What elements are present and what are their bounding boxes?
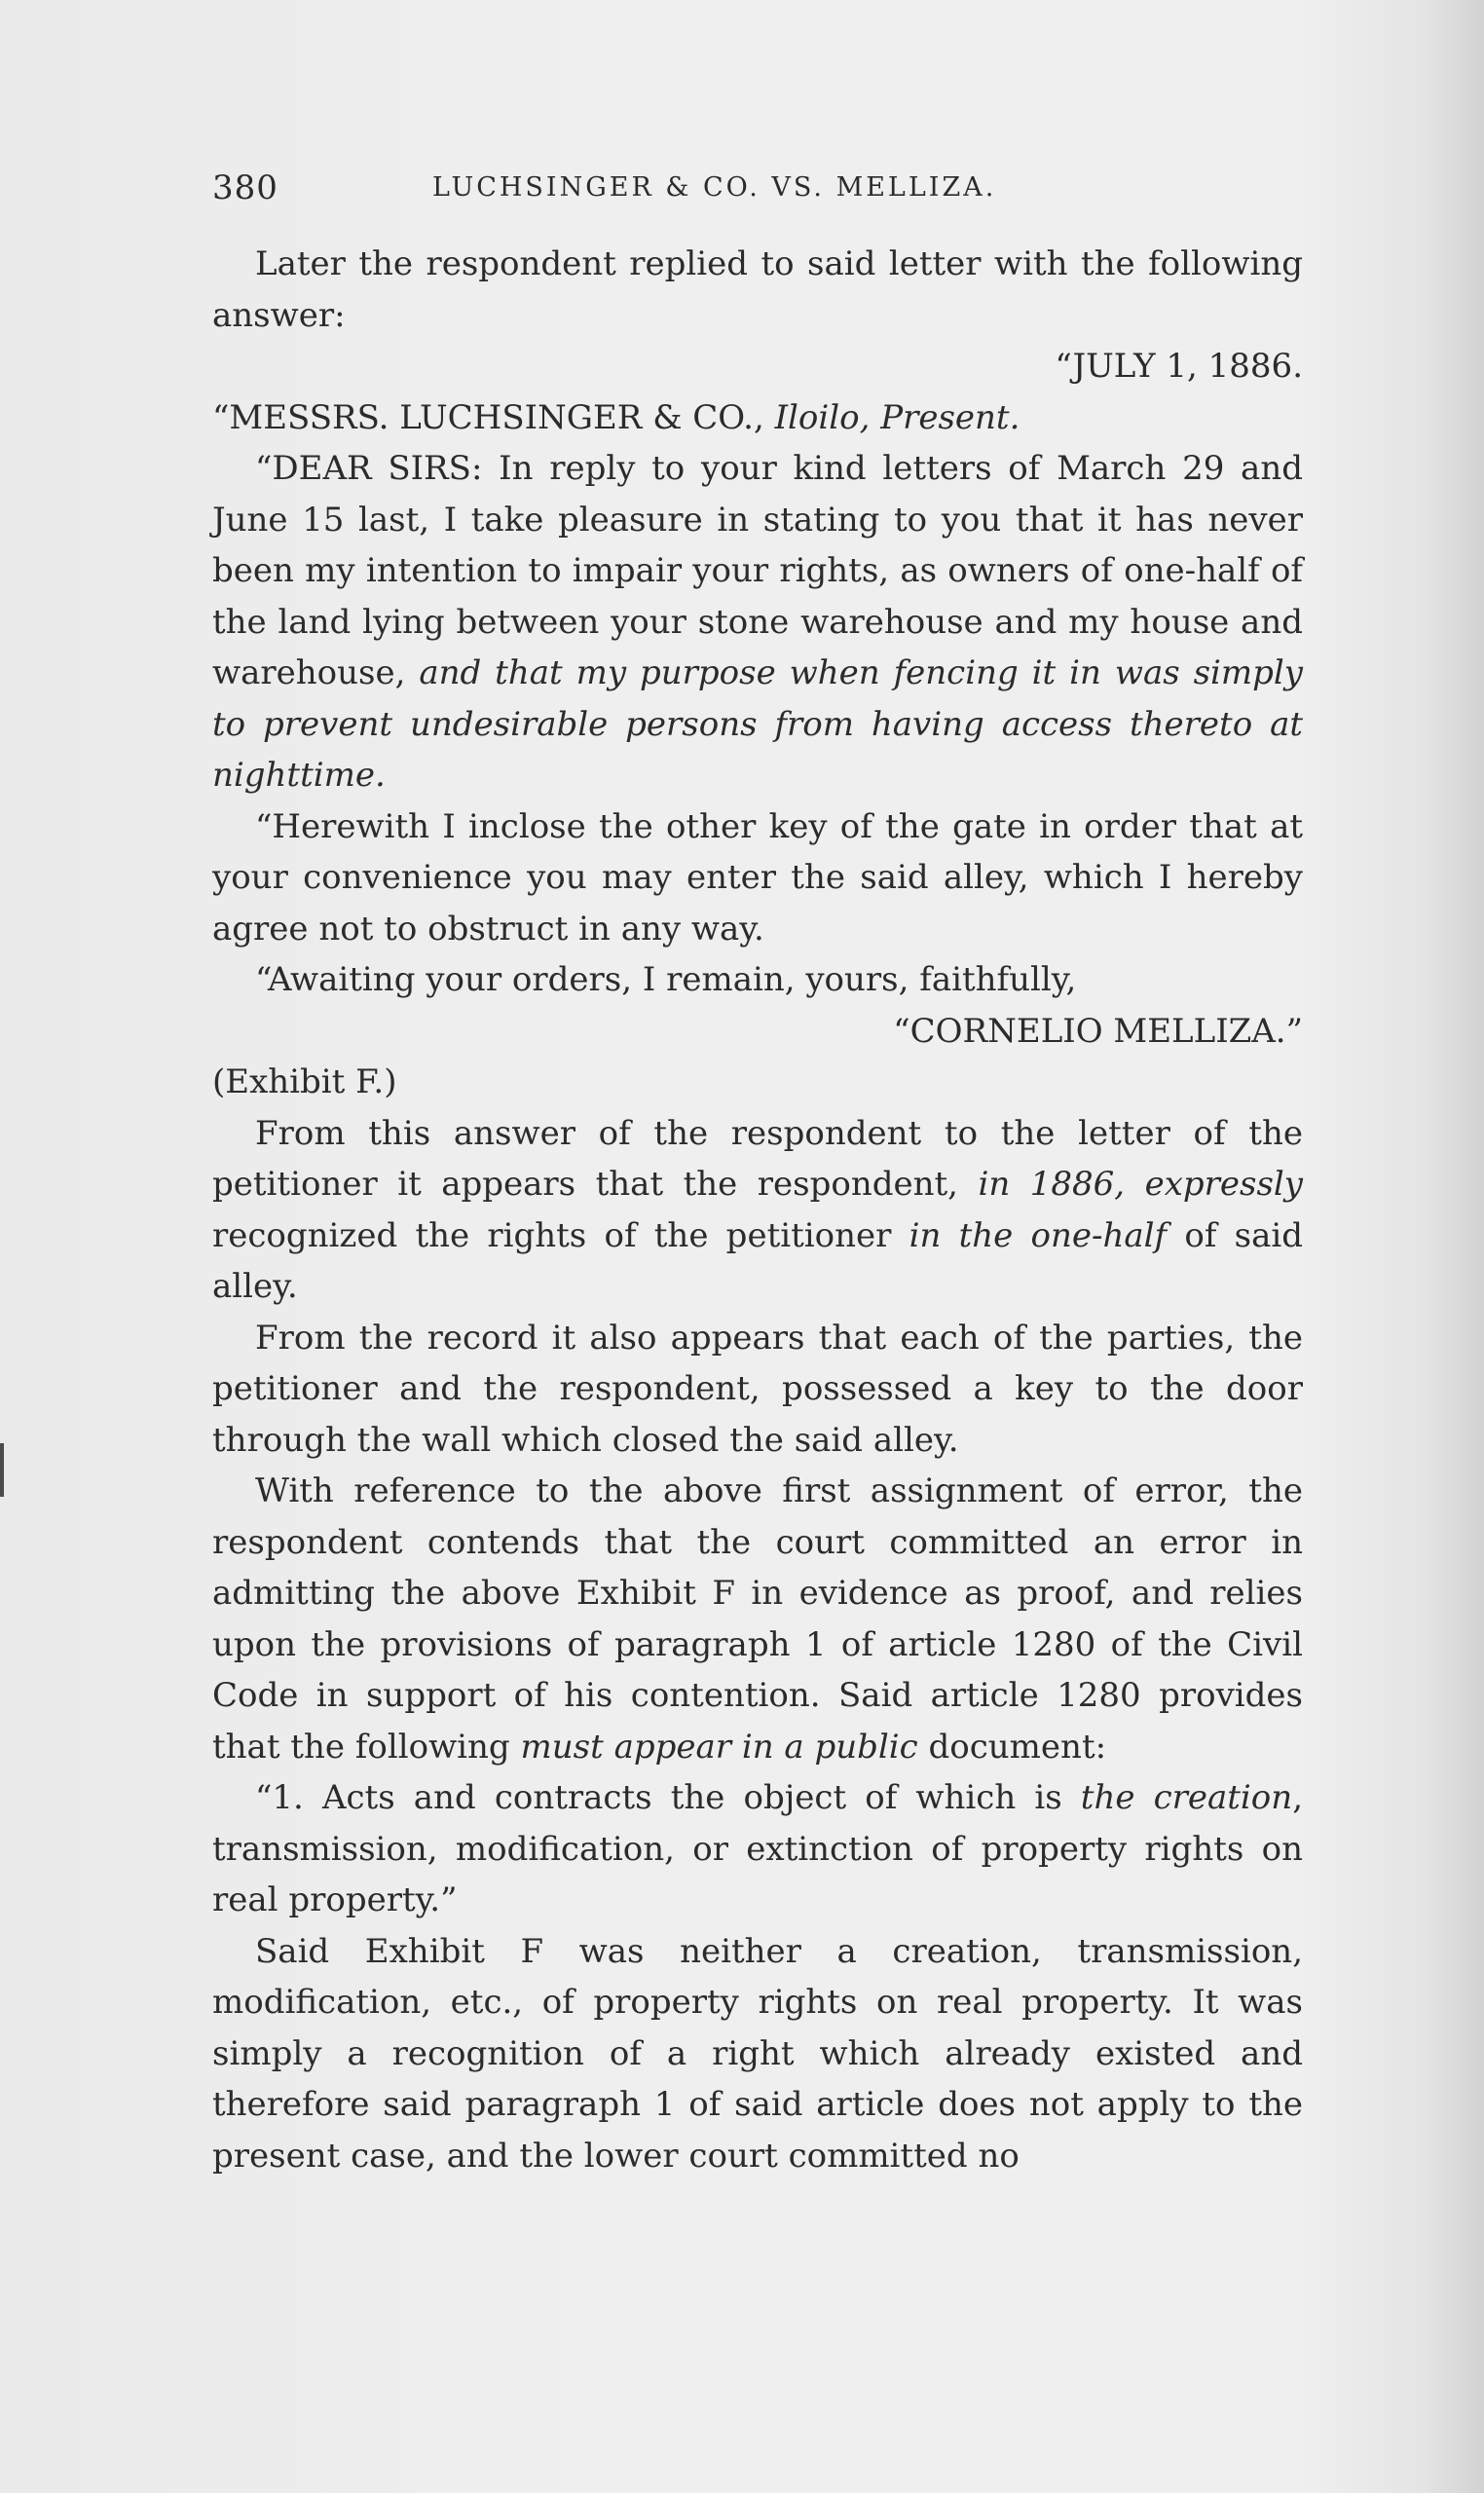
exhibit-label: (Exhibit F.) (212, 1062, 397, 1101)
page-header (212, 164, 1303, 212)
page-edge-mark (0, 1443, 4, 1497)
paragraph-record: From the record it also appears that each of the parties, the petitioner and the respondent, possessed a key to the door through the wall which closed the said alley. (212, 1318, 1303, 1460)
running-head: LUCHSINGER & CO. VS. MELLIZA. (432, 172, 997, 203)
paragraph-intro: Later the respondent replied to said letter with the following answer: (212, 244, 1303, 335)
paragraph-answer-italic-1: in 1886, expressly (978, 1165, 1303, 1204)
quoted-provision (212, 1772, 1303, 1926)
page-number: 380 (212, 168, 278, 207)
letter-paragraph-1-italic: and that my purpose when fencing it in was simply to prevent undesirable persons from having access thereto at nighttime. (212, 653, 1303, 795)
letter-address (212, 392, 1303, 444)
page-body (212, 239, 1303, 2181)
paragraph-answer-italic-2: in the one-half (909, 1215, 1168, 1255)
letter-recipient: “MESSRS. LUCHSINGER & CO., (212, 397, 775, 437)
letter-paragraph-1 (212, 443, 1303, 801)
paragraph-assignment-text-2: document: (917, 1727, 1107, 1767)
letter-signature: “CORNELIO MELLIZA.” (893, 1011, 1303, 1051)
paragraph-answer-text-3: of said alley. (212, 1215, 1303, 1306)
letter-paragraph-2: “Herewith I inclose the other key of the gate in order that at your convenience you may enter the said alley, which I hereby agree not to obstruct in any way. (212, 806, 1303, 949)
letter-location: Iloilo, Present. (774, 397, 1020, 437)
letter-paragraph-1-text: In reply to your kind letters of March 29 and June 15 last, I take pleasure in stating to you that it has never been my intention to impair your rights, as owners of one-half of the land lying between your stone warehouse and my house and warehouse, (212, 449, 1303, 692)
paragraph-answer (212, 1108, 1303, 1313)
quoted-provision-italic: the creation (1080, 1778, 1293, 1817)
paragraph-assignment-text-1: With reference to the above first assignment of error, the respondent contends that the court committed an error in admitting the above Exhibit F in evidence as proof, and relies upon the provisions of paragraph 1 of article 1280 of the Civil Code in support of his contention. Said article 1280 provides that the following (212, 1471, 1303, 1767)
salutation: “DEAR SIRS: (255, 449, 483, 488)
letter-closing: “Awaiting your orders, I remain, yours, faithfully, (255, 960, 1077, 999)
paragraph-conclusion: Said Exhibit F was neither a creation, transmission, modification, etc., of property rights on real property. It was simply a recognition of a right which already existed and therefore said paragraph 1 of said article does not apply to the present case, and the lower court committed no (212, 1931, 1303, 2176)
paragraph-assignment-italic: must appear in a public (520, 1727, 918, 1767)
quoted-provision-text-2: , transmission, modification, or extinction of property rights on real property.” (212, 1778, 1303, 1919)
paragraph-answer-text-1: From this answer of the respondent to the letter of the petitioner it appears that the respondent, (212, 1113, 1303, 1204)
quoted-provision-text-1: “1. Acts and contracts the object of which is (255, 1778, 1081, 1817)
letter-date: “JULY 1, 1886. (1055, 347, 1303, 386)
paragraph-answer-text-2: recognized the rights of the petitioner (212, 1215, 909, 1255)
paragraph-assignment (212, 1466, 1303, 1772)
